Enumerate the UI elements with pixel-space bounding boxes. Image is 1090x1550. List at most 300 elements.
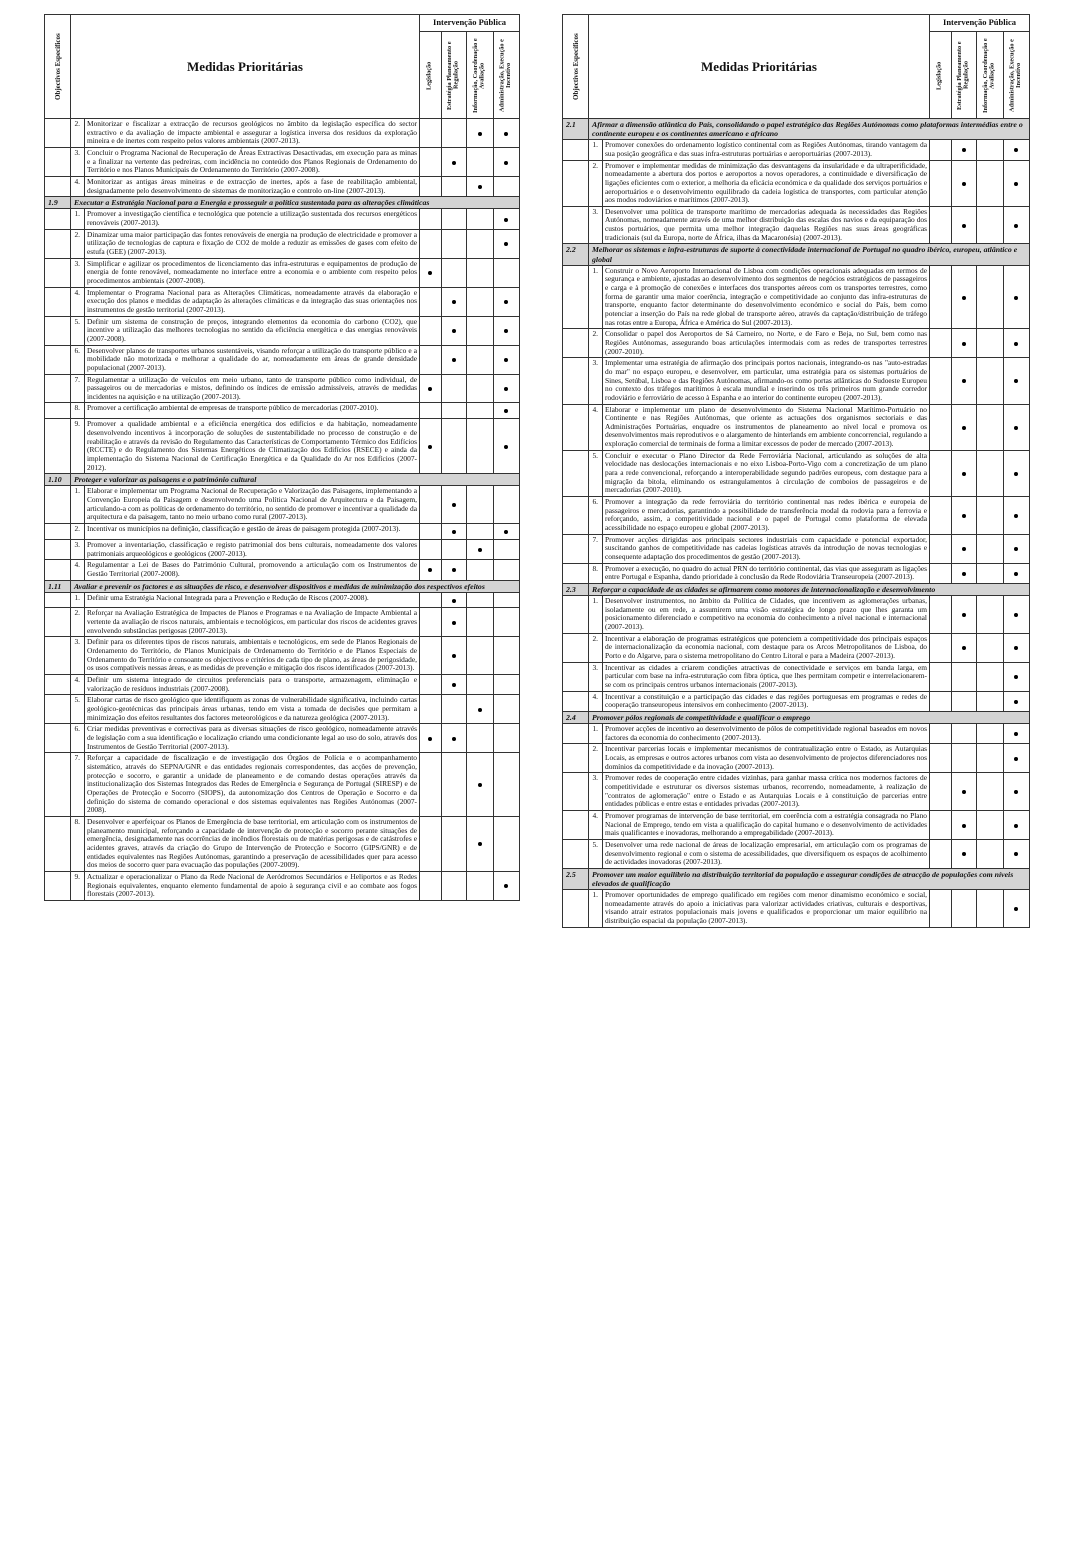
bullet-dot-icon	[428, 445, 432, 449]
measure-text: Promover a certificação ambiental de empresas de transporte público de mercadorias (2007-2010).	[85, 403, 420, 419]
measure-text: Desenvolver planos de transportes urbanos sustentáveis, visando reforçar a utilização do transporte público e a mobilidade não motorizada e melhorar a qualidade do ar, nomeadamente em áreas de grande densidade populacional (2007-2013).	[85, 345, 420, 374]
administration-mark-cell	[493, 374, 519, 403]
measure-text: Criar medidas preventivas e correctivas para as diversas situações de risco geológico, nomeadamente através de legislação com a sua identificação e localização criando uma condicionante legal ao uso do solo, através dos Instrumentos de Gestão Territorial (2007-2013).	[85, 724, 420, 753]
strategy-mark-cell	[951, 497, 976, 535]
measure-number: 4.	[589, 404, 603, 450]
legislation-mark-cell	[419, 258, 441, 287]
measure-row	[45, 287, 520, 316]
information-mark-cell	[466, 560, 493, 580]
information-mark-cell	[466, 539, 493, 559]
section-title: Executar a Estratégia Nacional para a Energia e prosseguir a política sustentada para as alterações climáticas	[71, 197, 520, 209]
legislation-mark-cell	[929, 662, 951, 691]
information-mark-cell	[466, 871, 493, 900]
section-header-row	[563, 583, 1030, 595]
measure-text: Desenvolver e aperfeiçoar os Planos de Emergência de base territorial, em articulação com os instrumentos de planeamento municipal, reforçando a capacidade de intervenção de protecção e socorro perante situações de emergência, designadamente nas ocorrências de incêndios florestais ou de matérias perigosas e de catástrofes e acidentes graves, através da criação do Grupo de Intervenção de Protecção e Socorro (GIPS/GNR) e de entidades equivalentes nas Regiões Autónomas, garantindo a preservação de acessibilidades quer para acesso dos meios de socorro quer para evacuação das populações (2007-2009).	[85, 816, 420, 871]
information-mark-cell	[466, 287, 493, 316]
information-mark-cell	[466, 176, 493, 196]
measure-row	[45, 258, 520, 287]
legislation-mark-cell	[419, 345, 441, 374]
public-intervention-header: Intervenção Pública	[419, 15, 519, 32]
legislation-mark-cell	[419, 287, 441, 316]
strategy-mark-cell	[951, 744, 976, 773]
section-header-row	[563, 711, 1030, 723]
administration-mark-cell	[493, 524, 519, 540]
administration-mark-cell	[1003, 773, 1029, 811]
bullet-dot-icon	[1014, 472, 1018, 476]
measure-number: 3.	[71, 539, 85, 559]
strategy-mark-cell	[441, 539, 466, 559]
measure-number: 2.	[589, 744, 603, 773]
measure-text: Incentivar parcerias locais e implementar mecanismos de contratualização entre o Estado, as Autarquias Locais, as empresas e outros actores urbanos com vista ao desenvolvimento de projectos diferenciadores nos domínios da competitividade e da inovação (2007-2013).	[603, 744, 930, 773]
measure-text: Incentivar as cidades a criarem condições atractivas de conectividade e serviços em banda larga, em particular com base na infra-estruturação com fibra óptica, que lhes permitam competir e interrelacionarem-se com os principais centros urbanos internacionais (2007-2013).	[603, 662, 930, 691]
bullet-dot-icon	[1014, 824, 1018, 828]
strategy-mark-cell	[951, 662, 976, 691]
measure-number: 1.	[71, 486, 85, 524]
administration-mark-cell	[1003, 596, 1029, 634]
bullet-dot-icon	[452, 737, 456, 741]
bullet-dot-icon	[962, 613, 966, 617]
measure-text: Implementar uma estratégia de afirmação dos principais portos nacionais, integrando-os nas "auto-estradas do mar" no espaço europeu, e desenvolver, em particular, uma estratégia para os sistemas portuários de Sines, Setúbal, Lisboa e das Regiões Autónomas, afirmando-os como portas atlânticas do Sudoeste Europeu no contexto dos tráfegos marítimos à escala mundial e inserindo os três primeiros num grande corredor rodoviário e ferroviário de acesso à Espanha e ao interior do continente europeu (2007-2013).	[603, 358, 930, 404]
measure-row	[563, 810, 1030, 839]
strategy-mark-cell	[441, 176, 466, 196]
strategy-mark-cell	[441, 147, 466, 176]
strategy-mark-cell	[951, 206, 976, 244]
objective-cell	[563, 206, 589, 244]
information-mark-cell	[976, 140, 1003, 160]
measure-text: Incentivar a constituição e a participação das cidades e das regiões portuguesas em programas e redes de cooperação transeuropeus intensivos em conhecimento (2007-2013).	[603, 691, 930, 711]
legislation-mark-cell	[929, 358, 951, 404]
measure-text: Monitorizar e fiscalizar a extracção de recursos geológicos no âmbito da legislação específica do sector extractivo e da avaliação de impacte ambiental e assegurar a logística inversa dos resíduos da exploração mineira e de inertes com respeito pelos valores ambientais (2007-2013).	[85, 119, 420, 148]
objective-cell	[45, 675, 71, 695]
objective-cell	[45, 119, 71, 148]
information-mark-cell	[976, 633, 1003, 662]
bullet-dot-icon	[1014, 342, 1018, 346]
measure-row	[563, 744, 1030, 773]
legislation-mark-cell	[929, 329, 951, 358]
bullet-dot-icon	[962, 342, 966, 346]
objective-cell	[563, 662, 589, 691]
legislation-mark-cell	[419, 374, 441, 403]
measure-number: 4.	[71, 675, 85, 695]
information-mark-cell	[466, 374, 493, 403]
measure-number: 1.	[589, 265, 603, 329]
strategy-mark-cell	[441, 695, 466, 724]
measure-row	[563, 534, 1030, 563]
strategy-mark-cell	[441, 560, 466, 580]
measure-text: Consolidar o papel dos Aeroportos de Sá Carneiro, no Norte, e de Faro e Beja, no Sul, bem como nas Regiões Autónomas, assegurando boas articulações intermodais com as redes de transportes terrestres (2007-2010).	[603, 329, 930, 358]
measure-number: 7.	[71, 753, 85, 817]
bullet-dot-icon	[962, 379, 966, 383]
bullet-dot-icon	[962, 426, 966, 430]
measure-row	[45, 871, 520, 900]
bullet-dot-icon	[962, 824, 966, 828]
measure-row	[45, 119, 520, 148]
measure-number: 3.	[589, 662, 603, 691]
measure-row	[563, 890, 1030, 928]
objective-cell	[45, 592, 71, 608]
public-intervention-header: Intervenção Pública	[929, 15, 1029, 32]
bullet-dot-icon	[962, 572, 966, 576]
section-header-row	[45, 474, 520, 486]
objectives-header: Objectivos Específicos	[45, 15, 71, 119]
information-mark-cell	[976, 563, 1003, 583]
measure-text: Definir um sistema integrado de circuitos preferenciais para o transporte, armazenagem, eliminação e valorização de resíduos industriais (2007-2008).	[85, 675, 420, 695]
strategy-mark-cell	[441, 724, 466, 753]
objective-cell	[563, 596, 589, 634]
measure-number: 3.	[71, 147, 85, 176]
measure-number: 4.	[71, 560, 85, 580]
strategy-mark-cell	[441, 119, 466, 148]
measure-number: 2.	[71, 608, 85, 637]
measure-text: Elaborar e implementar um plano de desenvolvimento do Sistema Nacional Marítimo-Portuário no Continente e nas Regiões Autónomas, que oriente as actuações dos organismos sectoriais e das Administrações Portuárias, enquadre os instrumentos de planeamento ao nível local e promova os desenvolvimentos mais reprodutivos e o alargamento de hinterlands em ambiente concorrencial, regulando a exploração comercial de terminais de forma a limitar excessos de poder de mercado (2007-2013).	[603, 404, 930, 450]
measure-row	[45, 316, 520, 345]
measure-number: 3.	[589, 206, 603, 244]
objective-cell	[45, 486, 71, 524]
administration-mark-cell	[493, 287, 519, 316]
column-header-legislation: Legislação	[929, 32, 951, 119]
measure-text: Promover oportunidades de emprego qualificado em regiões com menor dinamismo económico e social, nomeadamente através do apoio a iniciativas para valorizar actividades criativas, culturais e desportivas, visando atrair estratos populacionais mais jovens e qualificados e proporcionar um maior equilíbrio na distribuição espacial da população (2007-2013).	[603, 890, 930, 928]
measure-row	[563, 691, 1030, 711]
bullet-dot-icon	[962, 182, 966, 186]
objective-cell	[45, 724, 71, 753]
information-mark-cell	[466, 753, 493, 817]
measure-text: Definir uma Estratégia Nacional Integrada para a Prevenção e Redução de Riscos (2007-2008).	[85, 592, 420, 608]
strategy-mark-cell	[441, 675, 466, 695]
bullet-dot-icon	[478, 548, 482, 552]
bullet-dot-icon	[478, 842, 482, 846]
strategy-mark-cell	[951, 265, 976, 329]
bullet-dot-icon	[504, 218, 508, 222]
strategy-mark-cell	[441, 753, 466, 817]
section-header-row	[563, 868, 1030, 889]
section-number: 2.4	[563, 711, 589, 723]
administration-mark-cell	[1003, 497, 1029, 535]
information-mark-cell	[976, 497, 1003, 535]
legislation-mark-cell	[419, 871, 441, 900]
strategy-mark-cell	[951, 160, 976, 206]
measure-text: Promover acções dirigidas aos principais sectores industriais com capacidade e potencial exportador, suscitando ganhos de competitividade nas cadeias logísticas através da introdução de novas tecnologias e consequente adaptação dos procedimentos de gestão (2007-2013).	[603, 534, 930, 563]
measure-number: 2.	[71, 119, 85, 148]
measure-row	[563, 404, 1030, 450]
legislation-mark-cell	[929, 563, 951, 583]
information-mark-cell	[466, 316, 493, 345]
information-mark-cell	[466, 419, 493, 474]
measure-number: 2.	[71, 229, 85, 258]
left-table-header	[45, 15, 520, 119]
section-title: Avaliar e prevenir os factores e as situações de risco, e desenvolver dispositivos e medidas de minimização dos respectivos efeitos	[71, 580, 520, 592]
information-mark-cell	[466, 119, 493, 148]
information-mark-cell	[466, 675, 493, 695]
measure-text: Promover redes de cooperação entre cidades vizinhas, para ganhar massa crítica nos modernos factores de competitividade e estruturar os diversos sistemas urbanos, recorrendo, nomeadamente, à realização de "contratos de aglomeração" entre o Estado e as Autarquias Locais e à constituição de parcerias entre entidades públicas e entre estas e entidades privadas (2007-2013).	[603, 773, 930, 811]
information-mark-cell	[466, 486, 493, 524]
right-table-body	[563, 119, 1030, 928]
legislation-mark-cell	[419, 419, 441, 474]
objective-cell	[45, 345, 71, 374]
legislation-mark-cell	[419, 560, 441, 580]
bullet-dot-icon	[1014, 182, 1018, 186]
measure-row	[563, 839, 1030, 868]
measure-row	[45, 403, 520, 419]
information-mark-cell	[976, 534, 1003, 563]
objective-cell	[563, 450, 589, 496]
bullet-dot-icon	[504, 329, 508, 333]
measure-number: 3.	[589, 358, 603, 404]
legislation-mark-cell	[419, 316, 441, 345]
strategy-mark-cell	[951, 450, 976, 496]
administration-mark-cell	[493, 695, 519, 724]
objective-cell	[563, 358, 589, 404]
measure-number: 1.	[589, 596, 603, 634]
strategy-mark-cell	[441, 637, 466, 675]
measure-number: 5.	[71, 316, 85, 345]
section-title: Afirmar a dimensão atlântica do País, consolidando o papel estratégico das Regiões Autónomas como plataformas intermédias entre o continente europeu e os continentes americano e africano	[589, 119, 1030, 140]
legislation-mark-cell	[419, 592, 441, 608]
measure-text: Definir um sistema de construção de preços, integrando elementos da economia do carbono (CO2), que incentive a utilização das melhores tecnologias no sentido da eficiência energética e das energias renováveis (2007-2008).	[85, 316, 420, 345]
bullet-dot-icon	[428, 271, 432, 275]
bullet-dot-icon	[428, 568, 432, 572]
bullet-dot-icon	[1014, 224, 1018, 228]
measure-number: 4.	[71, 287, 85, 316]
measure-row	[45, 608, 520, 637]
measure-number: 6.	[589, 497, 603, 535]
legislation-mark-cell	[929, 450, 951, 496]
information-mark-cell	[976, 724, 1003, 744]
bullet-dot-icon	[1014, 790, 1018, 794]
objective-cell	[563, 839, 589, 868]
information-mark-cell	[466, 608, 493, 637]
bullet-dot-icon	[428, 737, 432, 741]
information-mark-cell	[976, 358, 1003, 404]
information-mark-cell	[976, 596, 1003, 634]
bullet-dot-icon	[1014, 852, 1018, 856]
measure-text: Elaborar e implementar um Programa Nacional de Recuperação e Valorização das Paisagens, implementando a Convenção Europeia da Paisagem e desenvolvendo uma Política Nacional de Arquitectura e da Paisagem, articulando-a com as políticas de ordenamento do território, no sentido de promover e incentivar a qualidade da arquitectura e da paisagem, tanto no meio urbano como rural (2007-2013).	[85, 486, 420, 524]
administration-mark-cell	[493, 560, 519, 580]
measure-row	[45, 176, 520, 196]
objective-cell	[563, 724, 589, 744]
administration-mark-cell	[1003, 206, 1029, 244]
measure-number: 6.	[71, 345, 85, 374]
measure-row	[45, 209, 520, 229]
measure-text: Promover a investigação científica e tecnológica que potencie a utilização sustentada dos recursos energéticos renováveis (2007-2013).	[85, 209, 420, 229]
measure-row	[563, 358, 1030, 404]
administration-mark-cell	[1003, 404, 1029, 450]
legislation-mark-cell	[929, 810, 951, 839]
measure-number: 5.	[71, 695, 85, 724]
information-mark-cell	[466, 403, 493, 419]
legislation-mark-cell	[419, 816, 441, 871]
information-mark-cell	[976, 662, 1003, 691]
column-header-strategy: Estratégia Planeamento e Regulação	[441, 32, 466, 119]
objective-cell	[45, 258, 71, 287]
strategy-mark-cell	[441, 345, 466, 374]
bullet-dot-icon	[1014, 613, 1018, 617]
measure-row	[563, 773, 1030, 811]
strategy-mark-cell	[441, 229, 466, 258]
measure-row	[45, 675, 520, 695]
information-mark-cell	[466, 816, 493, 871]
legislation-mark-cell	[929, 691, 951, 711]
administration-mark-cell	[1003, 563, 1029, 583]
information-mark-cell	[976, 206, 1003, 244]
legislation-mark-cell	[419, 695, 441, 724]
strategy-mark-cell	[951, 140, 976, 160]
column-header-information: Informação, Coordenação e Avaliação	[466, 32, 493, 119]
objective-cell	[45, 147, 71, 176]
bullet-dot-icon	[504, 387, 508, 391]
information-mark-cell	[976, 450, 1003, 496]
strategy-mark-cell	[441, 592, 466, 608]
administration-mark-cell	[493, 724, 519, 753]
legislation-mark-cell	[419, 724, 441, 753]
objective-cell	[563, 404, 589, 450]
bullet-dot-icon	[1014, 572, 1018, 576]
column-header-administration: Administração, Execução e Incentivo	[1003, 32, 1029, 119]
information-mark-cell	[466, 592, 493, 608]
measure-text: Promover e implementar medidas de minimização das desvantagens da insularidade e da ultraperificidade, nomeadamente a abertura dos portos e aeroportos a novos operadores, a continuidade e diversificação de ligações eficientes com o exterior, a melhoria da eficácia económica e da qualidade dos serviços portuários e aeroportuários e o desenvolvimento equilibrado da cadeia logística de transportes, com particular atenção aos modos rodoviários e marítimos (2007-2013).	[603, 160, 930, 206]
measure-text: Promover a qualidade ambiental e a eficiência energética dos edifícios e da habitação, nomeadamente desenvolvendo incentivos à incorporação de soluções de sustentabilidade no processo de construção e de reabilitação e através da revisão do Regulamento das Características de Comportamento Térmico dos Edifícios (RCCTE) e do Regulamento dos Sistemas Energéticos de Climatização dos Edifícios (RSECE) e ainda da implementação do Sistema Nacional de Certificação Energética e da Qualidade do Ar nos Edifícios (2007-2012).	[85, 419, 420, 474]
objective-cell	[45, 753, 71, 817]
administration-mark-cell	[1003, 744, 1029, 773]
bullet-dot-icon	[962, 148, 966, 152]
measure-text: Desenvolver uma política de transporte marítimo de mercadorias adequada às necessidades das Regiões Autónomas, nomeadamente através de uma melhor distribuição das escalas dos navios e da equiparação dos custos portuários, que permita uma melhor integração daquelas Regiões nas suas áreas geográficas tradicionais (sul da Europa, norte de África, ilhas da Macaronésia) (2007-2013).	[603, 206, 930, 244]
administration-mark-cell	[493, 871, 519, 900]
right-table-header	[563, 15, 1030, 119]
bullet-dot-icon	[962, 296, 966, 300]
information-mark-cell	[466, 147, 493, 176]
administration-mark-cell	[493, 403, 519, 419]
measure-row	[563, 140, 1030, 160]
measure-number: 9.	[71, 419, 85, 474]
bullet-dot-icon	[1014, 907, 1018, 911]
legislation-mark-cell	[929, 265, 951, 329]
measure-number: 5.	[589, 839, 603, 868]
section-title: Promover pólos regionais de competitividade e qualificar o emprego	[589, 711, 1030, 723]
administration-mark-cell	[493, 753, 519, 817]
measure-row	[563, 265, 1030, 329]
strategy-mark-cell	[441, 258, 466, 287]
section-header-row	[45, 197, 520, 209]
information-mark-cell	[976, 744, 1003, 773]
measure-text: Definir para os diferentes tipos de riscos naturais, ambientais e tecnológicos, em sede de Planos Regionais de Ordenamento do Território, de Planos Municipais de Ordenamento do Território e de Planos Especiais de Ordenamento do Território e consoante os objectivos e critérios de cada tipo de plano, as áreas de perigosidade, os usos compatíveis nessas áreas, e as medidas de prevenção e mitigação dos riscos identificados (2007-2013).	[85, 637, 420, 675]
bullet-dot-icon	[1014, 646, 1018, 650]
measure-text: Incentivar a elaboração de programas estratégicos que potenciem a competitividade dos principais espaços de internacionalização da economia nacional, com destaque para os Arcos Metropolitanos de Lisboa, do Porto e do Algarve, para o sistema metropolitano do Centro Litoral e para a Madeira (2007-2013).	[603, 633, 930, 662]
administration-mark-cell	[493, 675, 519, 695]
objective-cell	[45, 229, 71, 258]
measure-number: 1.	[71, 592, 85, 608]
objective-cell	[563, 265, 589, 329]
information-mark-cell	[976, 160, 1003, 206]
measure-number: 3.	[71, 637, 85, 675]
measure-row	[45, 592, 520, 608]
objective-cell	[45, 524, 71, 540]
measure-text: Promover a integração da rede ferroviária do território continental nas redes ibérica e europeia de passageiros e mercadorias, garantindo a possibilidade de transferência modal da rodovia para a ferrovia e reforçando, assim, a competitividade nacional e o papel de Portugal como plataforma de elevada acessibilidade no espaço europeu e global (2007-2013).	[603, 497, 930, 535]
measure-text: Desenvolver uma rede nacional de áreas de localização empresarial, em articulação com os programas de desenvolvimento regional e com o sistema de acessibilidades, que diversifiquem os espaços de acolhimento de actividades inovadoras (2007-2013).	[603, 839, 930, 868]
objective-cell	[563, 773, 589, 811]
bullet-dot-icon	[504, 242, 508, 246]
objective-cell	[45, 560, 71, 580]
objective-cell	[45, 637, 71, 675]
strategy-mark-cell	[441, 816, 466, 871]
administration-mark-cell	[493, 539, 519, 559]
objective-cell	[45, 403, 71, 419]
bullet-dot-icon	[1014, 700, 1018, 704]
measures-header: Medidas Prioritárias	[71, 15, 420, 119]
column-header-administration: Administração, Execução e Incentivo	[493, 32, 519, 119]
bullet-dot-icon	[962, 790, 966, 794]
information-mark-cell	[466, 209, 493, 229]
information-mark-cell	[466, 345, 493, 374]
legislation-mark-cell	[929, 206, 951, 244]
objective-cell	[45, 816, 71, 871]
legislation-mark-cell	[419, 753, 441, 817]
measure-text: Incentivar os municípios na definição, classificação e gestão de áreas de paisagem protegida (2007-2013).	[85, 524, 420, 540]
administration-mark-cell	[1003, 724, 1029, 744]
measure-number: 2.	[589, 329, 603, 358]
administration-mark-cell	[1003, 890, 1029, 928]
administration-mark-cell	[1003, 358, 1029, 404]
strategy-mark-cell	[441, 287, 466, 316]
bullet-dot-icon	[962, 646, 966, 650]
measure-row	[45, 724, 520, 753]
legislation-mark-cell	[929, 160, 951, 206]
bullet-dot-icon	[452, 358, 456, 362]
measure-row	[45, 345, 520, 374]
measure-number: 2.	[589, 160, 603, 206]
strategy-mark-cell	[951, 691, 976, 711]
section-header-row	[45, 580, 520, 592]
measure-text: Promover a inventariação, classificação e registo patrimonial dos bens culturais, nomeadamente dos valores patrimoniais arqueológicos e geológicos (2007-2013).	[85, 539, 420, 559]
strategy-mark-cell	[441, 419, 466, 474]
measure-number: 8.	[589, 563, 603, 583]
measure-text: Elaborar cartas de risco geológico que identifiquem as zonas de vulnerabilidade significativa, incluindo cartas geológico-geotécnicas das principais áreas urbanas, tendo em vista a tomada de decisões que permitam a minimização dos efeitos resultantes dos factores meteorológicos e da natureza geológica (2007-2013).	[85, 695, 420, 724]
strategy-mark-cell	[951, 358, 976, 404]
strategy-mark-cell	[951, 534, 976, 563]
objective-cell	[563, 691, 589, 711]
administration-mark-cell	[1003, 691, 1029, 711]
left-table-body	[45, 119, 520, 901]
information-mark-cell	[466, 724, 493, 753]
administration-mark-cell	[493, 608, 519, 637]
strategy-mark-cell	[441, 209, 466, 229]
legislation-mark-cell	[419, 176, 441, 196]
measure-number: 8.	[71, 403, 85, 419]
legislation-mark-cell	[929, 773, 951, 811]
measure-text: Simplificar e agilizar os procedimentos de licenciamento das infra-estruturas e equipamentos de produção de energia de fonte renovável, nomeadamente no interface entre a economia e o ambiente com respeito pelos procedimentos ambientais (2007-2008).	[85, 258, 420, 287]
measure-number: 4.	[589, 691, 603, 711]
legislation-mark-cell	[419, 486, 441, 524]
column-header-legislation: Legislação	[419, 32, 441, 119]
objective-cell	[45, 871, 71, 900]
section-number: 1.9	[45, 197, 71, 209]
legislation-mark-cell	[929, 497, 951, 535]
measure-text: Reforçar na Avaliação Estratégica de Impactes de Planos e Programas e na Avaliação de Impacte Ambiental a vertente da avaliação de riscos naturais, ambientais e tecnológicos, em particular dos riscos de acidentes graves envolvendo substâncias perigosas (2007-2013).	[85, 608, 420, 637]
legislation-mark-cell	[929, 404, 951, 450]
bullet-dot-icon	[1014, 426, 1018, 430]
objective-cell	[45, 608, 71, 637]
objective-cell	[563, 329, 589, 358]
measure-text: Construir o Novo Aeroporto Internacional de Lisboa com condições operacionais adequadas em termos de segurança e ambiente, ajustadas ao desenvolvimento dos segmentos de negócios estratégicos de passageiros e carga e à promoção de conexões e interfaces dos transportes aéreos com os transportes terrestres, como forma de garantir uma maior coerência, integração e competitividade ao conjunto das infra-estruturas de transporte, enquanto factor determinante do desenvolvimento económico e social do País, bem como potenciar a inserção do País na rede global de transporte aéreo, através da captação/distribuição de tráfego nas rotas entre a Europa, África e América do Sul (2007-2013).	[603, 265, 930, 329]
section-number: 1.10	[45, 474, 71, 486]
measure-row	[45, 524, 520, 540]
bullet-dot-icon	[504, 445, 508, 449]
measure-row	[45, 637, 520, 675]
measure-text: Concluir e executar o Plano Director da Rede Ferroviária Nacional, articulando as soluções de alta velocidade nas deslocações internacionais e no eixo Lisboa-Porto-Vigo com a concretização de um plano para a rede convencional, reforçando a interoperabilidade segundo padrões europeus, com destaque para a migração da bitola, eliminando os estrangulamentos à circulação de comboios de passageiros e de mercadorias (2007-2010).	[603, 450, 930, 496]
legislation-mark-cell	[419, 675, 441, 695]
measure-text: Actualizar e operacionalizar o Plano da Rede Nacional de Aeródromos Secundários e Heliportos e as Redes Regionais equivalentes, enquanto elemento fundamental de apoio à segurança civil e ao combate aos fogos florestais (2007-2013).	[85, 871, 420, 900]
bullet-dot-icon	[1014, 148, 1018, 152]
objective-cell	[45, 419, 71, 474]
bullet-dot-icon	[504, 300, 508, 304]
